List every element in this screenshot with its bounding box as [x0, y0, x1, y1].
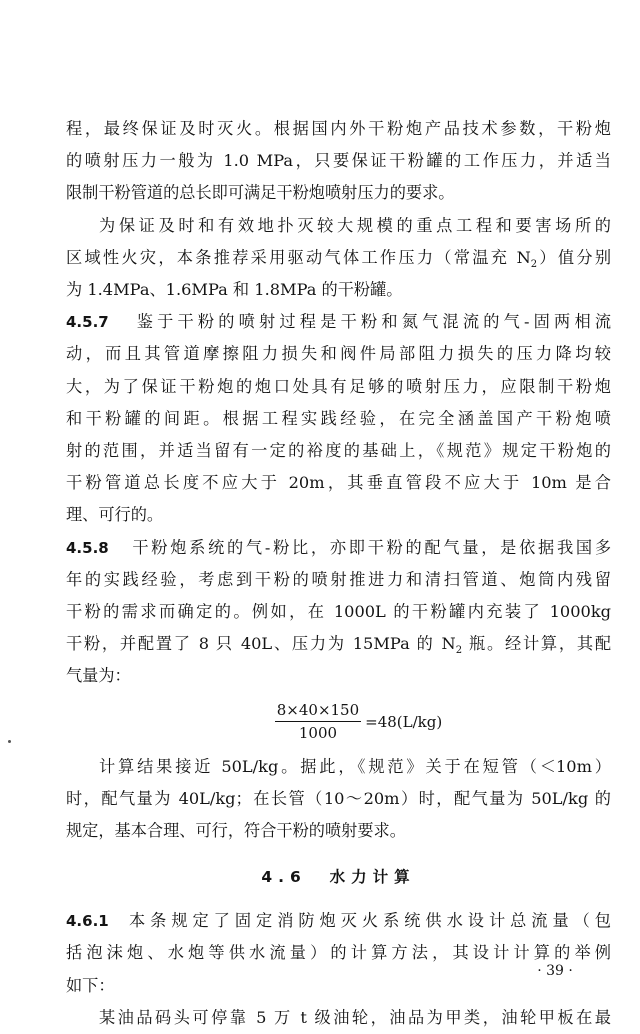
text-line: 干粉的需求而确定的。例如，在 1000L 的干粉罐内充装了 1000kg [66, 602, 611, 622]
text-line: 的喷射压力一般为 1.0 MPa，只要保证干粉罐的工作压力，并适当 [66, 151, 611, 171]
text-line: 年的实践经验，考虑到干粉的喷射推进力和清扫管道、炮筒内残留 [66, 569, 611, 589]
fraction-numerator: 8×40×150 [275, 700, 361, 722]
text-line: 如下： [66, 975, 115, 995]
page-number: · 39 · [537, 963, 573, 979]
text-line: 气量为： [66, 666, 131, 686]
section-title: 水力计算 [329, 868, 416, 887]
text-line: 为 1.4MPa、1.6MPa 和 1.8MPa 的干粉罐。 [66, 280, 403, 300]
subscript: 2 [530, 259, 538, 271]
scan-speck [8, 740, 11, 743]
clause-458-first-line [66, 532, 611, 564]
text-segment: 干粉炮系统的气-粉比，亦即干粉的配气量，是依据我国多 [132, 537, 612, 557]
fraction [275, 700, 361, 743]
text-line: 规定，基本合理、可行，符合干粉的喷射要求。 [66, 821, 406, 841]
clause-number: 4.5.8 [66, 538, 109, 557]
text-line [66, 242, 611, 274]
text-segment: 干粉，并配置了 8 只 40L、压力为 15MPa 的 N [66, 634, 456, 654]
page-body [66, 113, 611, 1034]
text-line: 理、可行的。 [66, 505, 164, 525]
text-line: 干粉管道总长度不应大于 20m，其垂直管段不应大于 10m 是合 [66, 473, 611, 493]
text-line: 时，配气量为 40L/kg；在长管（10～20m）时，配气量为 50L/kg 的 [66, 788, 611, 808]
text-line: 为保证及时和有效地扑灭较大规模的重点工程和要害场所的 [99, 215, 611, 235]
text-line: 大，为了保证干粉炮的炮口处具有足够的喷射压力，应限制干粉炮 [66, 376, 611, 396]
text-segment: ）值分别 [537, 247, 612, 267]
text-segment: 鉴于干粉的喷射过程是干粉和氮气混流的气-固两相流 [136, 312, 612, 332]
text-segment: 瓶。经计算，其配 [462, 634, 611, 654]
text-line: 计算结果接近 50L/kg。据此，《规范》关于在短管（＜10m） [99, 756, 611, 776]
section-heading [66, 847, 611, 905]
formula [106, 693, 611, 751]
text-segment: 本条规定了固定消防炮灭火系统供水设计总流量（包 [128, 911, 611, 931]
clause-461-first-line [66, 905, 611, 937]
text-line: 括泡沫炮、水炮等供水流量）的计算方法，其设计计算的举例 [66, 943, 611, 963]
text-line: 限制干粉管道的总长即可满足干粉炮喷射压力的要求。 [66, 183, 455, 203]
clause-number: 4.6.1 [66, 912, 109, 931]
text-line: 某油品码头可停靠 5 万 t 级油轮，油品为甲类，油轮甲板在最 [99, 1007, 611, 1027]
clause-number: 4.5.7 [66, 313, 109, 332]
text-line: 和干粉罐的间距。根据工程实践经验，在完全涵盖国产干粉炮喷 [66, 408, 611, 428]
formula-result: =48(L/kg) [365, 712, 443, 731]
clause-457-first-line [66, 306, 611, 338]
text-segment: 区域性火灾，本条推荐采用驱动气体工作压力（常温充 N [66, 247, 531, 267]
fraction-denominator: 1000 [298, 724, 338, 743]
section-number: 4.6 [261, 868, 307, 887]
text-line: 动，而且其管道摩擦阻力损失和阀件局部阻力损失的压力降均较 [66, 344, 611, 364]
text-line [66, 628, 611, 660]
text-line: 程，最终保证及时灭火。根据国内外干粉炮产品技术参数，干粉炮 [66, 119, 611, 138]
subscript: 2 [455, 645, 463, 657]
text-line: 射的范围，并适当留有一定的裕度的基础上，《规范》规定干粉炮的 [66, 441, 611, 461]
